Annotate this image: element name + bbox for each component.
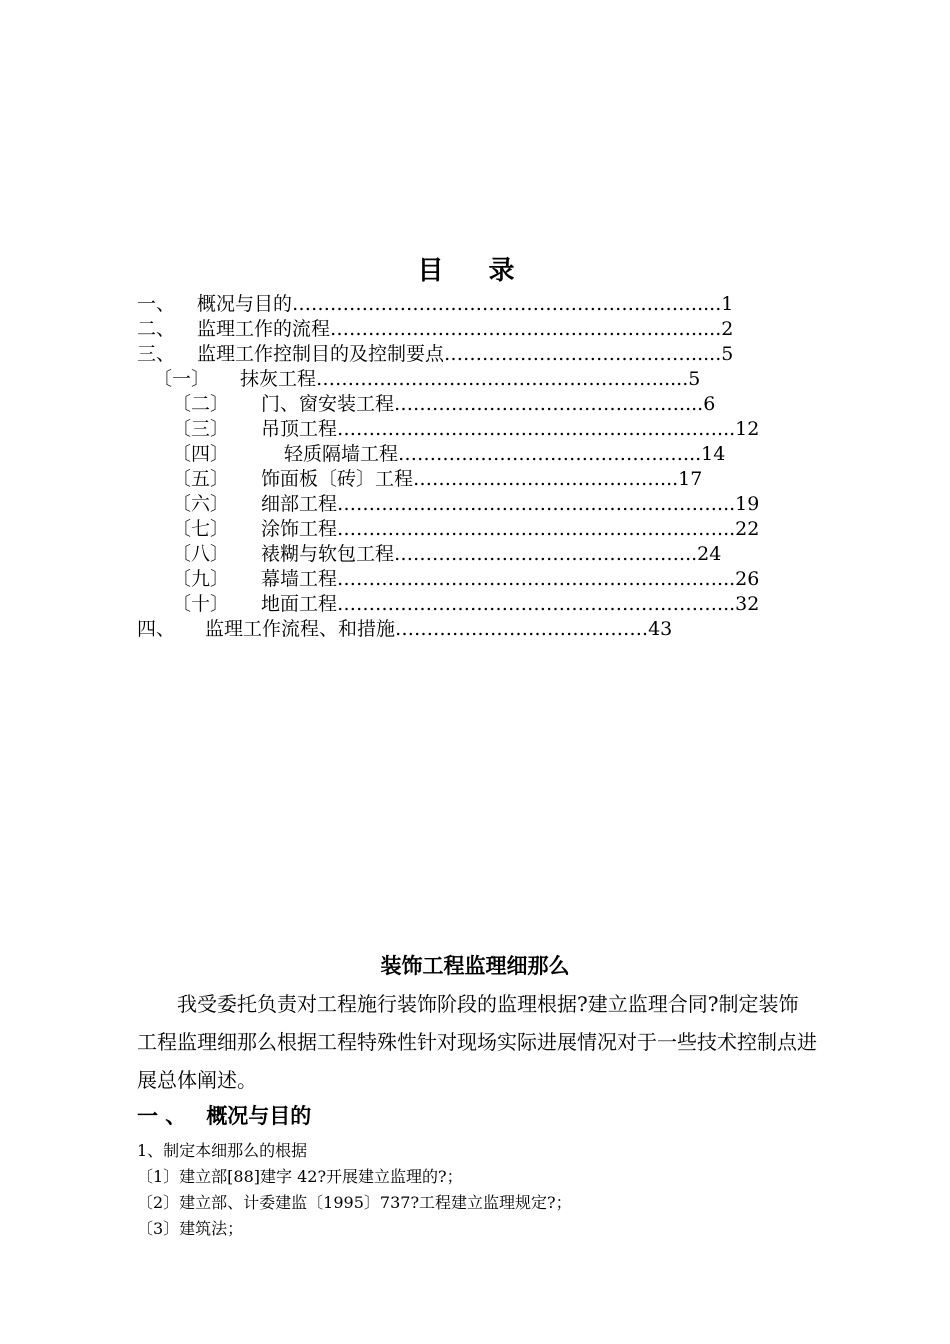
toc-entry-text: 细部工程 — [261, 493, 338, 515]
toc-entry-leader: ……………………………………………… — [316, 368, 659, 390]
toc-entry — [137, 317, 733, 342]
toc-entry-text: 概况与目的 — [197, 293, 293, 315]
toc-title: 目 录 — [417, 256, 533, 286]
heading-overview — [137, 1100, 311, 1130]
section-title: 装饰工程监理细那么 — [380, 953, 570, 978]
toc-entry — [137, 617, 672, 642]
toc-entry-leader: ………………………………… — [444, 343, 692, 365]
toc-entry-text: 抹灰工程 — [240, 368, 317, 390]
toc-entry-number: 〔七〕 — [172, 518, 230, 540]
toc-entry-page: ...17 — [660, 468, 703, 490]
basis-item: 〔1〕建立部[88]建字 42?开展建立监理的?； — [137, 1167, 463, 1186]
toc-entry — [172, 392, 715, 417]
toc-entry-text: 幕墙工程 — [261, 568, 338, 590]
toc-entry-text: 涂饰工程 — [261, 518, 338, 540]
toc-entry — [172, 542, 721, 567]
intro-paragraph: 我受委托负责对工程施行装饰阶段的监理根据?建立监理合同?制定装饰工程监理细那么根据工程特殊性针对现场实际进展情况对于一些技术控制点进展总体阐述。 — [137, 992, 817, 1092]
toc-entry-page: ...14 — [683, 443, 726, 465]
toc-entry-number: 〔九〕 — [172, 568, 230, 590]
toc-entry-leader: ……………………………………… — [394, 543, 680, 565]
toc-entry-number: 〔五〕 — [172, 468, 230, 490]
toc-entry-page: ...24 — [679, 543, 722, 565]
toc-entry-page: 43 — [648, 618, 673, 640]
heading-number: 一 、 — [137, 1103, 187, 1128]
toc-entry-page: ...19 — [717, 493, 760, 515]
toc-entry-page: .....5 — [658, 368, 701, 390]
toc-entry-leader: …………………………………………………… — [337, 418, 718, 440]
toc-entry-text: 地面工程 — [261, 593, 338, 615]
toc-entry-number: 〔三〕 — [172, 418, 230, 440]
toc-entry-number: 〔四〕 — [172, 443, 230, 465]
toc-entry-text: 监理工作控制目的及控制要点 — [197, 343, 445, 365]
toc-entry-leader: …………………………………. — [395, 618, 649, 640]
toc-entry-page: .....5 — [691, 343, 734, 365]
toc-entry — [172, 417, 759, 442]
toc-entry — [172, 567, 759, 592]
toc-entry-page: ...12 — [717, 418, 760, 440]
toc-entry-text: 轻质隔墙工程 — [284, 443, 399, 465]
toc-entry-leader: …………………………………………………… — [337, 493, 718, 515]
toc-entry-page: 1 — [721, 293, 734, 315]
basis-item: 〔2〕建立部、计委建监〔1995〕737?工程建立监理规定?； — [137, 1193, 572, 1212]
toc-entry — [172, 442, 725, 467]
sub-heading: 1、制定本细那么的根据 — [137, 1141, 308, 1160]
toc-entry-leader: ………………………………… — [413, 468, 661, 490]
toc-entry-number: 三、 — [137, 343, 176, 365]
toc-entry-number: 〔一〕 — [153, 368, 211, 390]
toc-entry-page: ...26 — [717, 568, 760, 590]
toc-entry — [172, 517, 759, 542]
toc-entry — [137, 342, 733, 367]
toc-entry-text: 裱糊与软包工程 — [261, 543, 395, 565]
toc-entry-leader: …………………………………………………… — [337, 518, 718, 540]
toc-entry-number: 一、 — [137, 293, 176, 315]
toc-entry-text: 监理工作流程、和措施 — [205, 618, 396, 640]
toc-entry-number: 二、 — [137, 318, 176, 340]
toc-entry-leader: ………………………………………………….…….... — [292, 293, 722, 315]
toc-entry-leader: …………………………………………………… — [337, 593, 718, 615]
toc-entry-page: ....6 — [679, 393, 716, 415]
toc-entry-text: 吊顶工程 — [261, 418, 338, 440]
toc-entry-leader: …………………………………………………… — [337, 568, 718, 590]
toc-entry — [153, 367, 700, 392]
toc-entry-leader: ……………………………………… — [398, 443, 684, 465]
toc-entry-number: 〔六〕 — [172, 493, 230, 515]
toc-entry-number: 〔二〕 — [172, 393, 230, 415]
toc-entry-page: ...32 — [717, 593, 760, 615]
basis-item: 〔3〕建筑法； — [137, 1219, 244, 1238]
toc-entry — [137, 292, 733, 317]
toc-entry-text: 监理工作的流程 — [197, 318, 331, 340]
toc-entry-number: 〔十〕 — [172, 593, 230, 615]
toc-entry — [172, 592, 759, 617]
toc-entry-page: .....2 — [691, 318, 734, 340]
toc-entry-leader: ……………………………………… — [394, 393, 680, 415]
toc-entry-number: 四、 — [137, 618, 176, 640]
toc-entry — [172, 492, 759, 517]
toc-entry — [172, 467, 702, 492]
toc-entry-leader: ………………………………………………… — [330, 318, 692, 340]
heading-text: 概况与目的 — [206, 1103, 312, 1128]
toc-entry-text: 门、窗安装工程 — [261, 393, 395, 415]
toc-entry-number: 〔八〕 — [172, 543, 230, 565]
toc-entry-page: ...22 — [717, 518, 760, 540]
toc-entry-text: 饰面板〔砖〕工程 — [261, 468, 414, 490]
